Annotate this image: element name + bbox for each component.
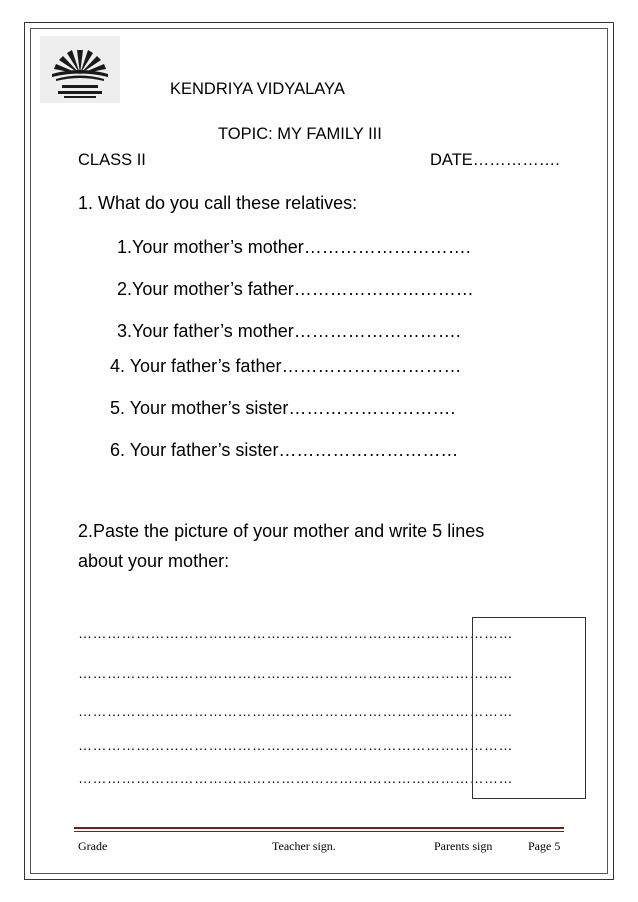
question-1-item: 1.Your mother’s mother………………………. xyxy=(117,237,471,257)
class-label: CLASS II xyxy=(78,151,146,169)
answer-line-3: ……………………………………………………………………………… xyxy=(78,703,513,719)
question-2-prompt-line-1: 2.Paste the picture of your mother and write 5 lines xyxy=(78,521,485,541)
answer-line-4: ……………………………………………………………………………… xyxy=(78,737,513,753)
date-field: DATE……………. xyxy=(430,151,560,169)
question-1-item: 3.Your father’s mother………………………. xyxy=(117,321,461,341)
question-1-item: 4. Your father’s father………………………… xyxy=(110,356,462,376)
school-logo xyxy=(40,36,120,103)
school-name: KENDRIYA VIDYALAYA xyxy=(170,80,345,98)
question-2-prompt-line-2: about your mother: xyxy=(78,551,230,571)
footer-rule-thin xyxy=(74,831,564,832)
question-1-item: 6. Your father’s sister………………………… xyxy=(110,440,459,460)
footer-parents-sign: Parents sign xyxy=(434,839,493,853)
footer-grade: Grade xyxy=(78,839,108,853)
answer-line-5: ……………………………………………………………………………… xyxy=(78,770,513,786)
question-1-item: 5. Your mother’s sister………………………. xyxy=(110,398,456,418)
photo-paste-box xyxy=(472,617,586,799)
answer-line-1: ……………………………………………………………………………… xyxy=(78,625,513,641)
answer-line-2: ……………………………………………………………………………… xyxy=(78,665,513,681)
question-1-item: 2.Your mother’s father………………………… xyxy=(117,279,474,299)
footer-rule xyxy=(74,827,564,829)
worksheet-topic: TOPIC: MY FAMILY III xyxy=(218,125,382,143)
footer-page-number: Page 5 xyxy=(528,839,561,853)
question-1-prompt: 1. What do you call these relatives: xyxy=(78,193,358,213)
footer-teacher-sign: Teacher sign. xyxy=(272,839,336,853)
